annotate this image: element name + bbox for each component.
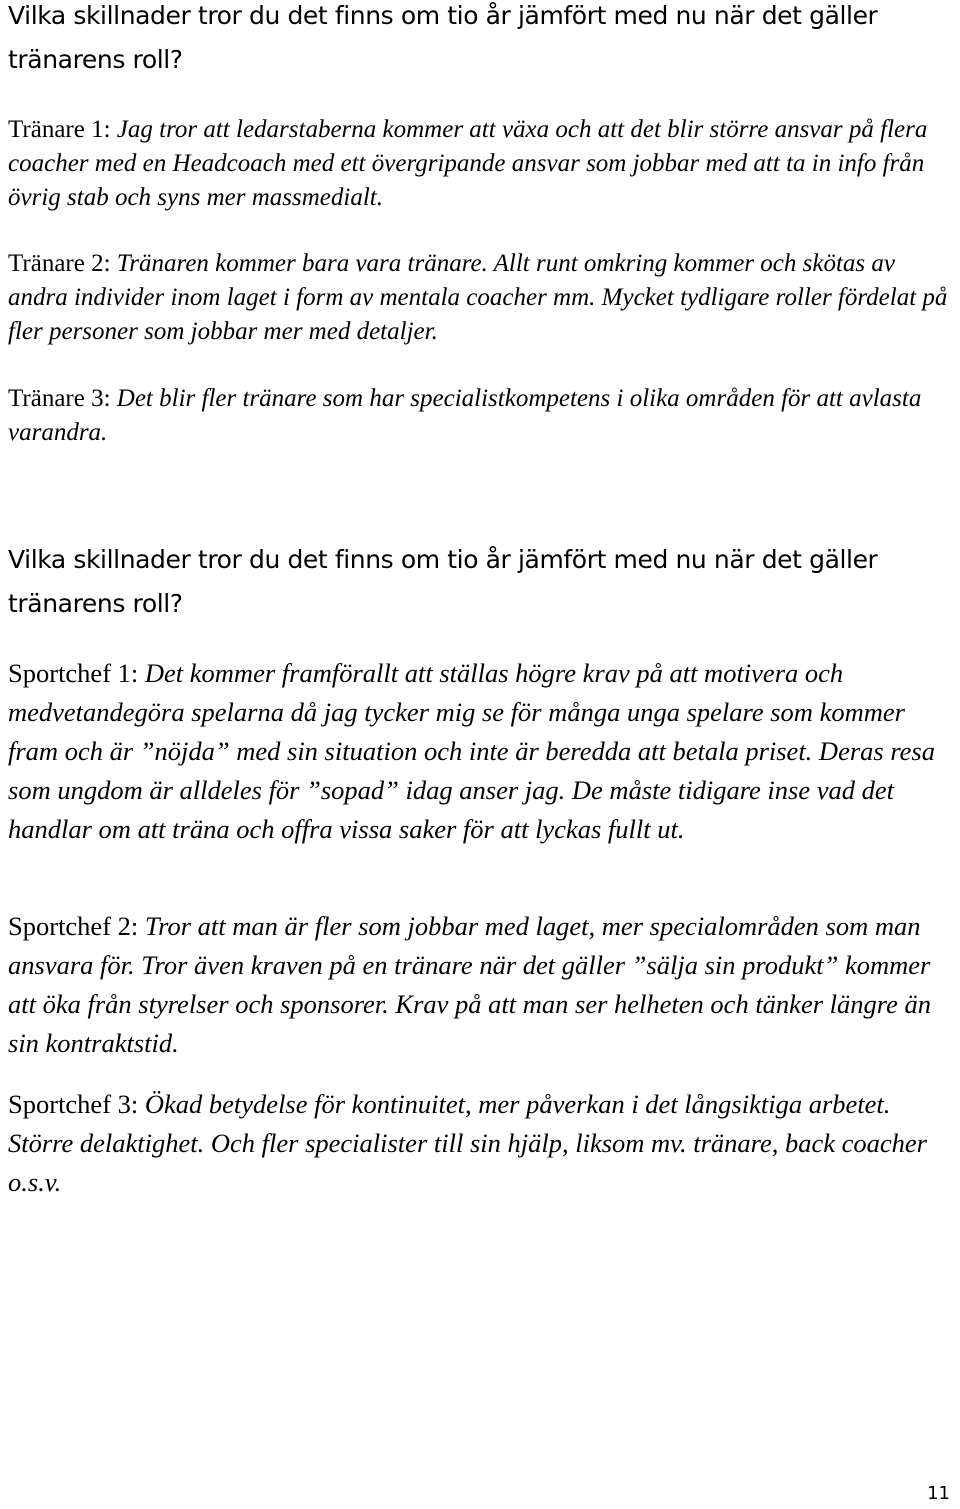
answer-paragraph [8,654,948,849]
answer-paragraph [8,382,953,450]
speaker-label: Sportchef 2: [8,911,139,941]
speaker-label: Sportchef 1: [8,658,139,688]
answer-text: Tror att man är fler som jobbar med laget, mer specialområden som man ansvara för. Tror även kraven på en tränare när det gäller ”sälja sin produkt” kommer att öka från styrelser och sponsorer. Krav på att man ser helheten och tänker längre än sin kontraktstid. [8,911,931,1058]
answer-text: Det blir fler tränare som har specialistkompetens i olika områden för att avlasta varandra. [8,385,922,446]
answer-paragraph [8,247,953,349]
answer-text: Jag tror att ledarstaberna kommer att växa och att det blir större ansvar på flera coacher med en Headcoach med ett övergripande ansvar som jobbar med att ta in info från övrig stab och syns mer massmedialt. [8,116,928,211]
answer-text: Tränaren kommer bara vara tränare. Allt runt omkring kommer och skötas av andra individer inom laget i form av mentala coacher mm. Mycket tydligare roller fördelat på fler personer som jobbar mer med detaljer. [8,250,948,345]
speaker-label: Tränare 2: [8,250,111,277]
answer-paragraph [8,113,953,215]
speaker-label: Tränare 3: [8,385,111,412]
speaker-label: Sportchef 3: [8,1089,139,1119]
question-heading: Vilka skillnader tror du det finns om tio år jämfört med nu när det gäller tränarens roll? [8,545,878,618]
speaker-label: Tränare 1: [8,116,111,143]
page-number: 11 [927,1483,950,1504]
answer-text: Det kommer framförallt att ställas högre krav på att motivera och medvetandegöra spelarna då jag tycker mig se för många unga spelare som kommer fram och är ”nöjda” med sin situation och inte är beredda att betala priset. Deras resa som ungdom är alldeles för ”sopad” idag anser jag. De måste tidigare inse vad det handlar om att träna och offra vissa saker för att lyckas fullt ut. [8,658,935,844]
answer-paragraph [8,907,948,1063]
answer-text: Ökad betydelse för kontinuitet, mer påverkan i det långsiktiga arbetet. Större delaktighet. Och fler specialister till sin hjälp, liksom mv. tränare, back coacher o.s.v. [8,1089,927,1197]
answer-paragraph [8,1085,948,1202]
question-heading: Vilka skillnader tror du det finns om tio år jämfört med nu när det gäller tränarens roll? [8,1,878,74]
